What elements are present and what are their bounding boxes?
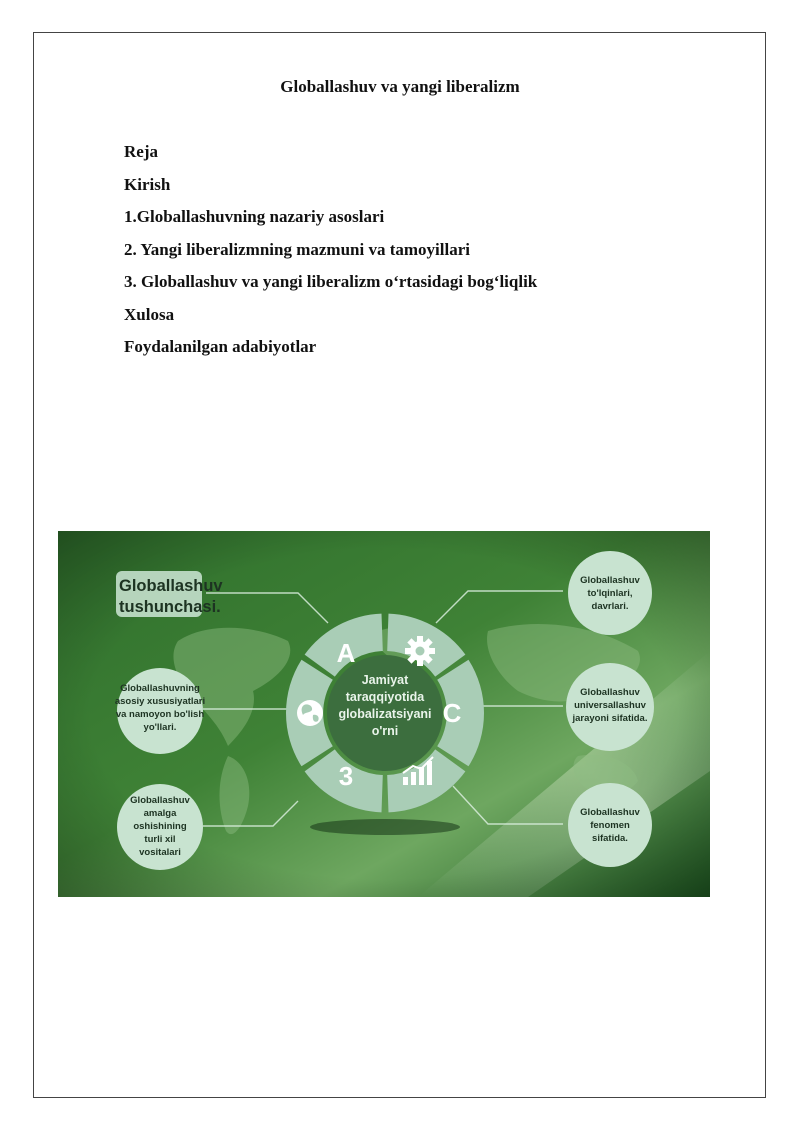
left-bubble [117, 784, 203, 870]
segment-letter-3: 3 [338, 761, 354, 791]
bubble-text-line: Globallashuv [580, 807, 640, 818]
ring-shadow [310, 819, 460, 835]
globe-icon [297, 700, 323, 726]
toc-item-kirish: Kirish [124, 174, 171, 194]
table-of-contents [124, 142, 537, 370]
bubble-text-line: davrlari. [591, 601, 629, 612]
left-title-line: Globallashuv [119, 577, 223, 595]
toc-item-xulosa: Xulosa [124, 304, 175, 324]
bubble-text-line: Globallashuv [130, 795, 190, 806]
bubble-text-line: turli xil [144, 834, 176, 845]
toc-item-section-3: 3. Globallashuv va yangi liberalizm o‘rtasidagi bog‘liqlik [124, 272, 538, 291]
bubble-text-line: Globallashuv [580, 575, 640, 586]
gear-icon [405, 636, 435, 666]
bubble-text-line: sifatida. [592, 833, 628, 844]
bubble-text-line: yo'llari. [143, 722, 177, 733]
segment-letter-c: C [442, 698, 462, 728]
bubble-text-line: Globallashuvning [120, 683, 200, 694]
right-bubble [566, 663, 654, 751]
bubble-text-line: jarayoni sifatida. [572, 713, 648, 724]
bubble-text-line: universallashuv [574, 700, 646, 711]
globalization-infographic [58, 531, 710, 897]
right-bubble [568, 783, 652, 867]
bubble-text-line: va namoyon bo'lish [115, 709, 205, 720]
toc-item-section-2: 2. Yangi liberalizmning mazmuni va tamoyillari [124, 239, 470, 259]
segment-letter-a: A [336, 638, 356, 668]
toc-item-adabiyotlar: Foydalanilgan adabiyotlar [124, 337, 317, 356]
toc-item-reja: Reja [124, 142, 158, 161]
center-text-line: Jamiyat [361, 673, 409, 687]
bubble-text-line: Globallashuv [580, 687, 640, 698]
document-title: Globallashuv va yangi liberalizm [280, 77, 520, 96]
left-title [116, 571, 223, 617]
bubble-text-line: fenomen [590, 820, 630, 831]
toc-item-section-1: 1.Globallashuvning nazariy asoslari [124, 207, 385, 226]
center-text-line: globalizatsiyani [338, 707, 432, 721]
bubble-text-line: oshishining [133, 821, 187, 832]
bubble-text-line: asosiy xususiyatlari [114, 696, 206, 707]
center-text-line: taraqqiyotida [345, 690, 425, 704]
bubble-text-line: to'lqinlari, [587, 588, 633, 599]
right-bubble [568, 551, 652, 635]
center-text-line: o'rni [371, 724, 399, 738]
left-title-line: tushunchasi. [119, 598, 221, 616]
bubble-text-line: vositalari [139, 847, 181, 858]
bubble-text-line: amalga [143, 808, 177, 819]
